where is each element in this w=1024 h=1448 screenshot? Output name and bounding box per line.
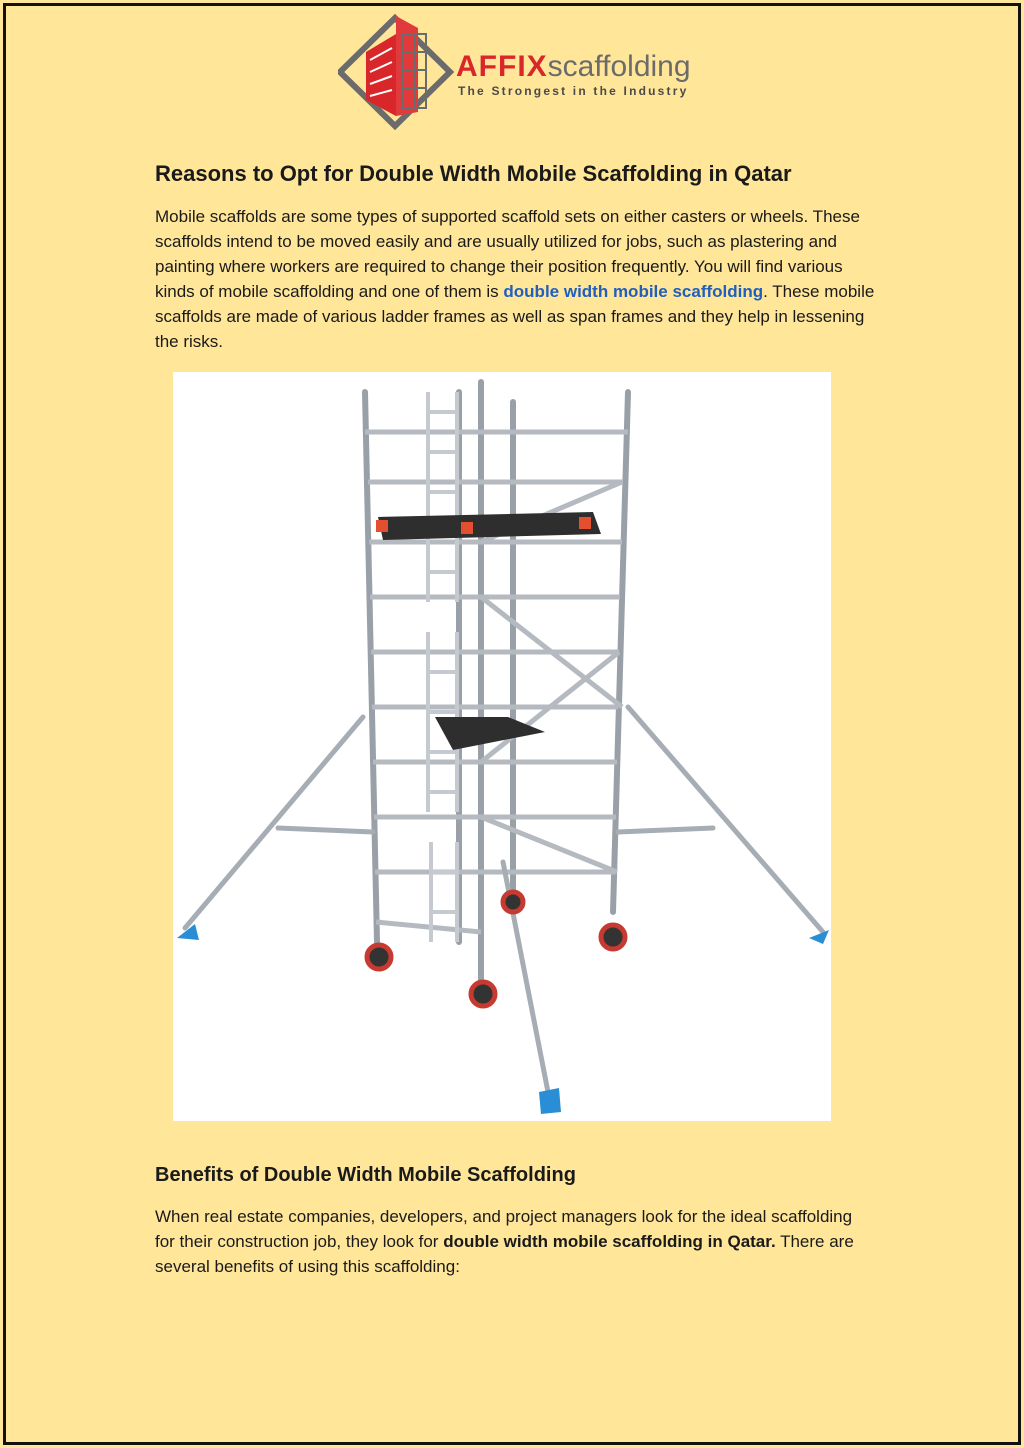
reasons-paragraph xyxy=(155,204,875,354)
reasons-text-end: . These mobile scaffolds are made of various ladder frames as well as span frames and they help in lessening the risks. xyxy=(155,282,875,351)
mobile-scaffold-tower-illustration xyxy=(173,372,831,1121)
reasons-text-start: Mobile scaffolds are some types of supported scaffold sets on either casters or wheels. These scaffolds intend to be moved easily and are usually utilized for jobs, such as plastering and painting where workers are required to change their position frequently. You will find various kinds of mobile scaffolding and one of them is xyxy=(155,207,860,301)
scaffold-tower-image xyxy=(173,372,831,1121)
section-benefits xyxy=(155,1162,875,1279)
benefits-bold-text: double width mobile scaffolding in Qatar. xyxy=(443,1232,776,1251)
brand-wordmark xyxy=(456,50,691,84)
brand-scaffolding: scaffolding xyxy=(547,50,691,83)
benefits-text-end: There are several benefits of using this scaffolding: xyxy=(155,1232,854,1276)
double-width-scaffolding-link[interactable]: double width mobile scaffolding xyxy=(503,282,764,301)
brand-affix: AFFIX xyxy=(456,50,548,83)
benefits-text-start: When real estate companies, developers, and project managers look for the ideal scaffolding for their construction job, they look for xyxy=(155,1207,853,1251)
benefits-paragraph xyxy=(155,1204,875,1279)
section-title-benefits: Benefits of Double Width Mobile Scaffolding xyxy=(155,1164,576,1186)
brand-logo xyxy=(338,12,691,130)
building-diamond-logo-icon xyxy=(338,12,456,130)
brand-tagline: The Strongest in the Industry xyxy=(458,84,689,98)
section-title-reasons: Reasons to Opt for Double Width Mobile Scaffolding in Qatar xyxy=(155,161,792,186)
section-reasons xyxy=(155,160,875,354)
